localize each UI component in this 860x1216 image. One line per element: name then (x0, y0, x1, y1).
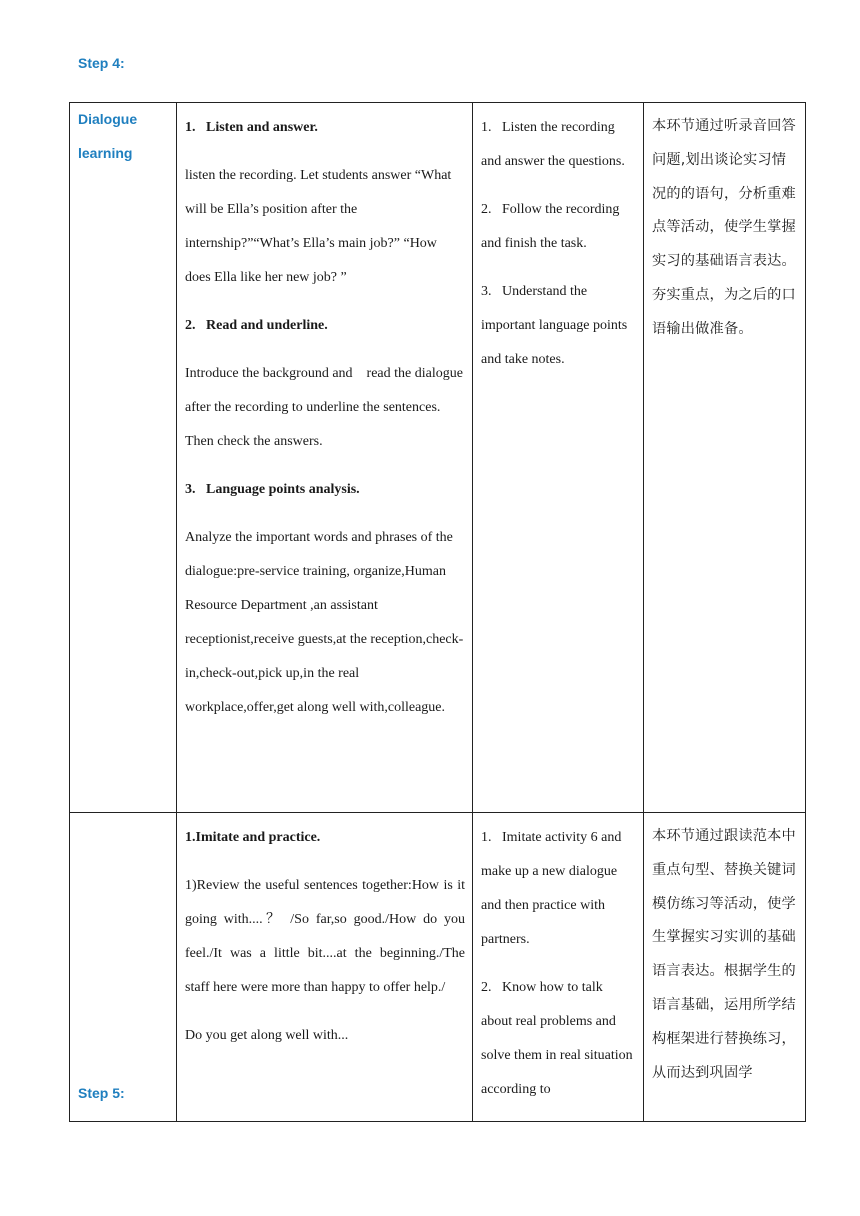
teacher-activities-cell (177, 813, 473, 1122)
step-label: Step 5: (78, 1085, 125, 1101)
student-activities-cell (473, 103, 644, 813)
activity-text: 1)Review the useful sentences together:How is it going with....？ /So far,so good./How do you feel./It was a little bit....at the beginning./The staff here were more than happy to offer help./ (185, 878, 465, 995)
design-intent-text: 本环节通过跟读范本中重点句型、替换关键词模仿练习等活动，使学生掌握实习实训的基础语言表达。根据学生的语言基础，运用所学结构框架进行替换练习，从而达到巩固学 (652, 828, 796, 1081)
activity-heading: 2. Read and underline. (185, 318, 328, 333)
student-activity-item: 2. Know how to talk about real problems and solve them in real situation according to (481, 980, 637, 1097)
step-subtitle-line: Dialogue (78, 111, 138, 127)
student-activity-item: 1. Imitate activity 6 and make up a new dialogue and then practice with partners. (481, 830, 625, 947)
table-row-step-4 (70, 103, 806, 813)
activity-text: Introduce the background and read the dialogue after the recording to underline the sentences. Then check the answers. (185, 366, 467, 449)
design-intent-text: 本环节通过听录音回答问题,划出谈论实习情况的的语句，分析重难点等活动，使学生掌握实习的基础语言表达。夯实重点，为之后的口语输出做准备。 (652, 118, 796, 337)
step-subtitle-line: learning (78, 145, 133, 161)
student-activities-cell (473, 813, 644, 1122)
design-intent-cell (644, 813, 806, 1122)
table-row-step-5 (70, 813, 806, 1122)
design-intent-cell (644, 103, 806, 813)
activity-text: listen the recording. Let students answer “What will be Ella’s position after the internship?”“What’s Ella’s main job?” “How does Ella like her new job? ” (185, 168, 452, 285)
student-activity-item: 3. Understand the important language points and take notes. (481, 284, 631, 367)
activity-text: Analyze the important words and phrases of the dialogue:pre-service training, organize,Human Resource Department ,an assistant receptionist,receive guests,at the reception,check-in,check-out,pick up,in the real workplace,offer,get along well with,colleague. (185, 530, 464, 715)
activity-heading: 1.Imitate and practice. (185, 830, 321, 845)
teacher-activities-cell (177, 103, 473, 813)
step-cell (70, 55, 177, 813)
activity-heading: 1. Listen and answer. (185, 120, 318, 135)
activity-text: Do you get along well with... (185, 1028, 349, 1043)
student-activity-item: 2. Follow the recording and finish the task. (481, 202, 623, 251)
step-cell (70, 813, 177, 1122)
lesson-plan-table (69, 55, 806, 1122)
step-label: Step 4: (78, 55, 125, 71)
student-activity-item: 1. Listen the recording and answer the questions. (481, 120, 625, 169)
activity-heading: 3. Language points analysis. (185, 482, 360, 497)
